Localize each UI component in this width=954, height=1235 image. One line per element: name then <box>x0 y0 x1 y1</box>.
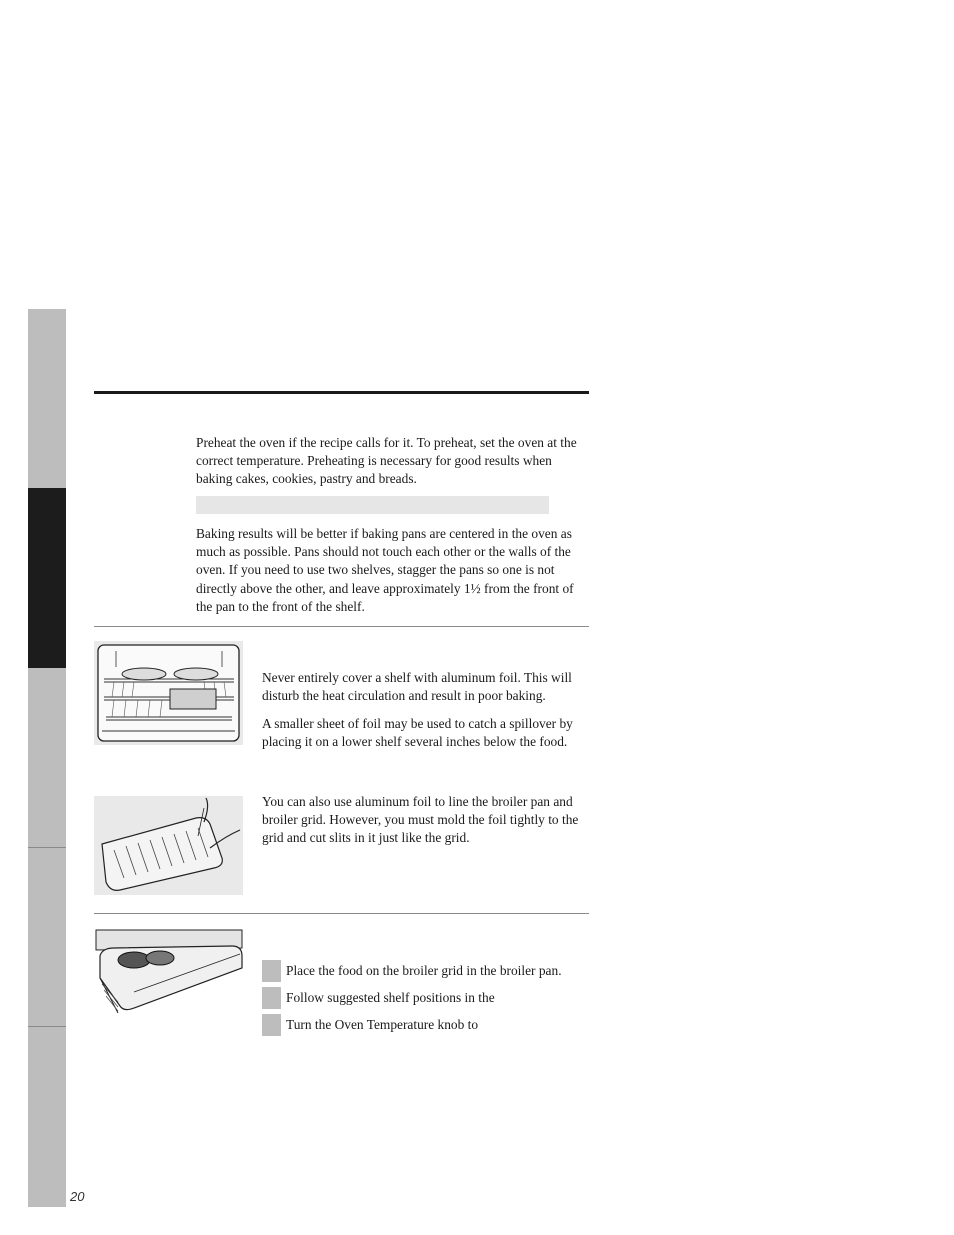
highlight-bar <box>196 496 549 514</box>
oven-shelves-illustration <box>94 641 243 745</box>
foil-broiler-paragraph: You can also use aluminum foil to line the broiler pan and broiler grid. However, you must mold the foil tightly to the grid and cut slits in it just like the grid. <box>262 794 579 846</box>
step-marker <box>262 1014 281 1036</box>
preheat-paragraph: Preheat the oven if the recipe calls for it. To preheat, set the oven at the correct temperature. Preheating is necessary for good results when baking cakes, cookies, pastry and breads. <box>196 435 577 487</box>
step-marker <box>262 987 281 1009</box>
broiler-pan-foil-illustration <box>94 796 243 895</box>
broiler-drawer-illustration <box>94 928 243 1013</box>
pan-placement-paragraph: Baking results will be better if baking pans are centered in the oven as much as possible. Pans should not touch each other or the walls of the oven. If you need to use two shelves, stagger the pans so one is not directly above the other, and leave approximately 1½ from the front of the pan to the front of the shelf. <box>196 526 574 614</box>
broil-step-2 <box>262 987 495 1009</box>
side-tab-active <box>28 488 66 668</box>
side-tab-4 <box>28 848 66 1026</box>
side-tab-5 <box>28 1027 66 1207</box>
step-text: Turn the Oven Temperature knob to <box>286 1017 479 1032</box>
broil-step-1 <box>262 960 562 982</box>
foil-spillover-paragraph: A smaller sheet of foil may be used to catch a spillover by placing it on a lower shelf several inches below the food. <box>262 716 573 750</box>
section-rule-top <box>94 391 589 394</box>
step-text: Follow suggested shelf positions in the <box>286 990 495 1005</box>
broil-step-3 <box>262 1014 478 1036</box>
section-rule <box>94 913 589 914</box>
section-rule <box>94 626 589 627</box>
side-tab-3 <box>28 668 66 847</box>
step-marker <box>262 960 281 982</box>
side-tab-1 <box>28 309 66 488</box>
foil-warning-paragraph: Never entirely cover a shelf with aluminum foil. This will disturb the heat circulation and result in poor baking. <box>262 670 572 704</box>
page-number: 20 <box>70 1189 85 1204</box>
step-text: Place the food on the broiler grid in the broiler pan. <box>286 963 562 978</box>
